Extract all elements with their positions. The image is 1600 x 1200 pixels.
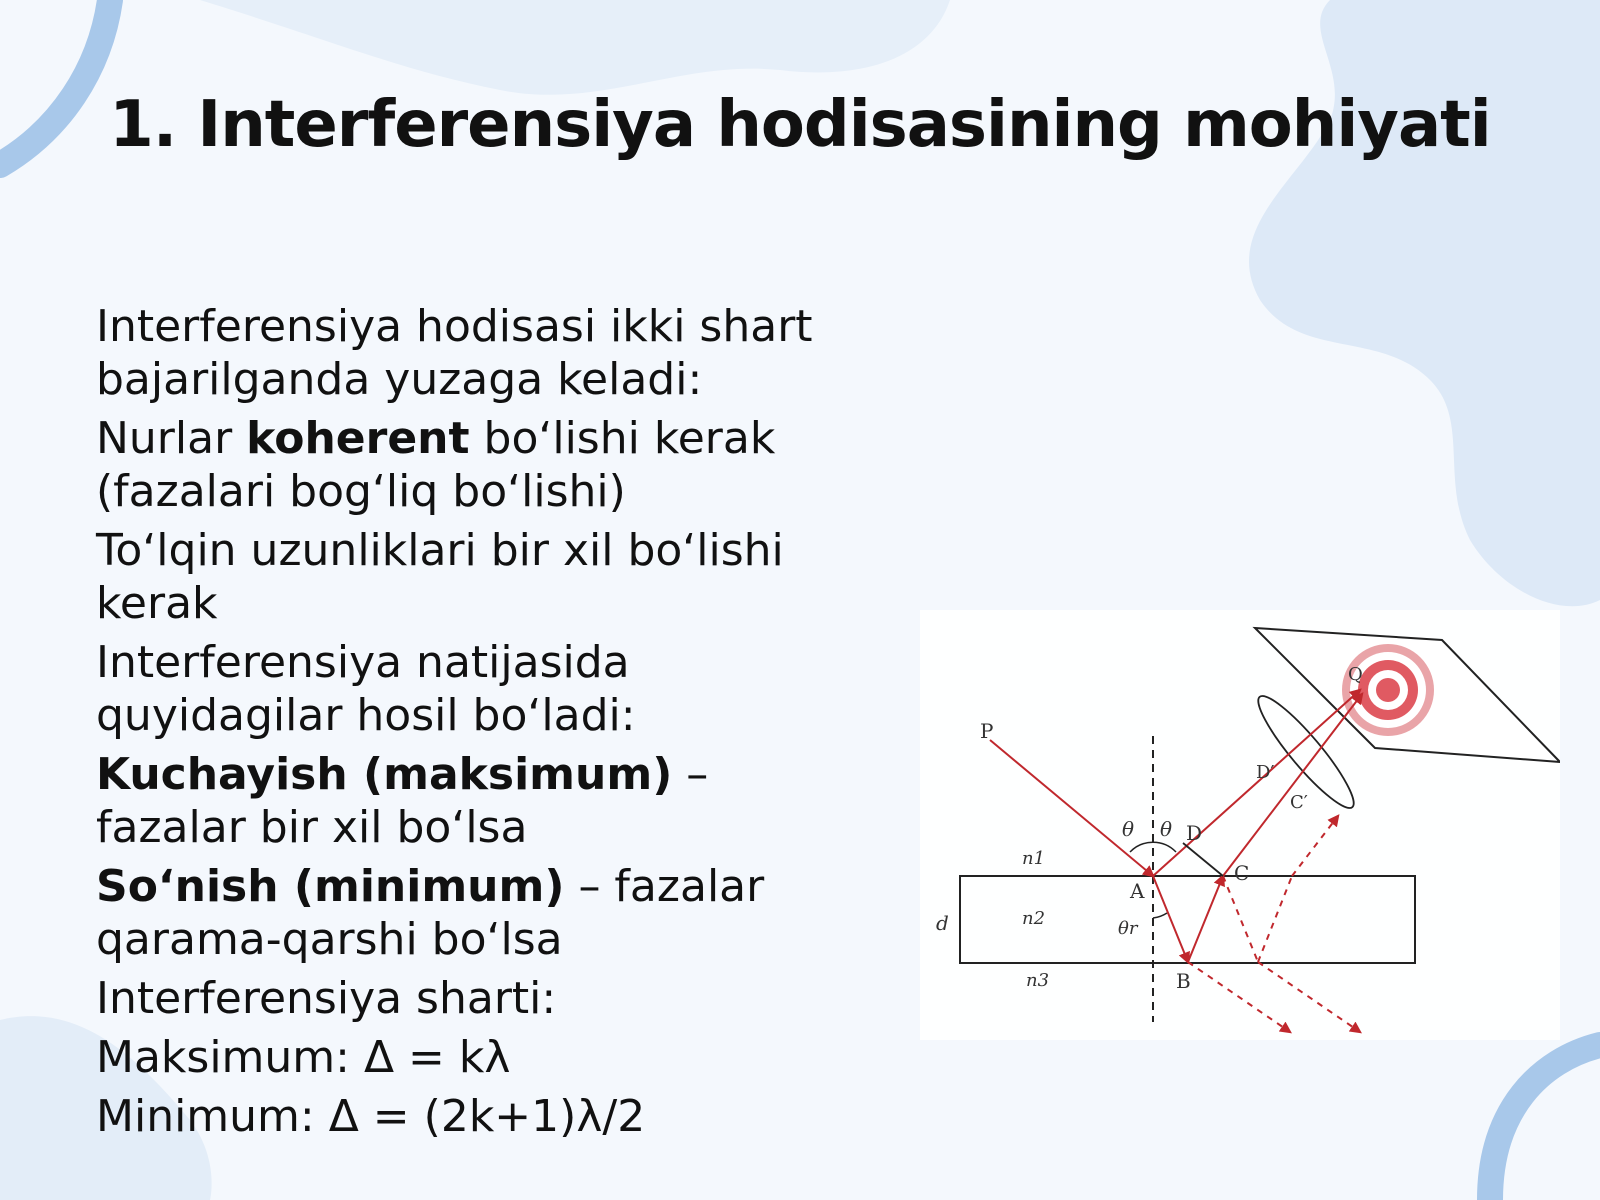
label-C-prime: C′ [1290, 792, 1308, 813]
paragraph-condition-heading: Interferensiya sharti: [96, 973, 557, 1024]
label-theta-left: θ [1122, 817, 1135, 841]
body-text [96, 300, 856, 1149]
label-d: d [936, 911, 949, 935]
thin-film-interference-diagram [910, 600, 1560, 1040]
bold-term-minimum: So‘nish (minimum) [96, 861, 565, 912]
bold-term-coherent: koherent [246, 413, 470, 464]
interference-pattern-icon [1342, 644, 1434, 736]
formula-minimum: Minimum: Δ = (2k+1)λ/2 [96, 1091, 646, 1142]
paragraph-coherent [96, 412, 856, 518]
paragraph-minimum [96, 860, 856, 966]
label-n1: n1 [1022, 848, 1046, 869]
formula-maximum: Maksimum: Δ = kλ [96, 1032, 511, 1083]
label-C: C [1234, 861, 1250, 885]
paragraph-conditions: Interferensiya hodisasi ikki shart bajarilganda yuzaga keladi: [96, 301, 813, 405]
label-A: A [1130, 879, 1145, 903]
label-theta-right: θ [1160, 817, 1173, 841]
label-theta-r: θr [1118, 918, 1138, 939]
text-segment: – fazalar qarama-qarshi bo‘lsa [96, 861, 765, 965]
label-n2: n2 [1022, 908, 1046, 929]
label-B: B [1176, 969, 1191, 993]
paragraph-results: Interferensiya natijasida quyidagilar hosil bo‘ladi: [96, 637, 636, 741]
text-segment: – fazalar bir xil bo‘lsa [96, 749, 709, 853]
slide-title: 1. Interferensiya hodisasining mohiyati [109, 88, 1491, 162]
label-D: D [1186, 821, 1203, 845]
bold-term-maximum: Kuchayish (maksimum) [96, 749, 673, 800]
text-segment: bo‘lishi kerak (fazalari bog‘liq bo‘lishi) [96, 413, 776, 517]
label-P: P [980, 719, 994, 743]
text-segment: Nurlar [96, 413, 247, 464]
label-n3: n3 [1026, 970, 1050, 991]
paragraph-wavelength: To‘lqin uzunliklari bir xil bo‘lishi kerak [96, 525, 784, 629]
label-D-prime: D′ [1256, 762, 1275, 783]
paragraph-maximum [96, 748, 856, 854]
label-Q: Q [1348, 664, 1363, 685]
